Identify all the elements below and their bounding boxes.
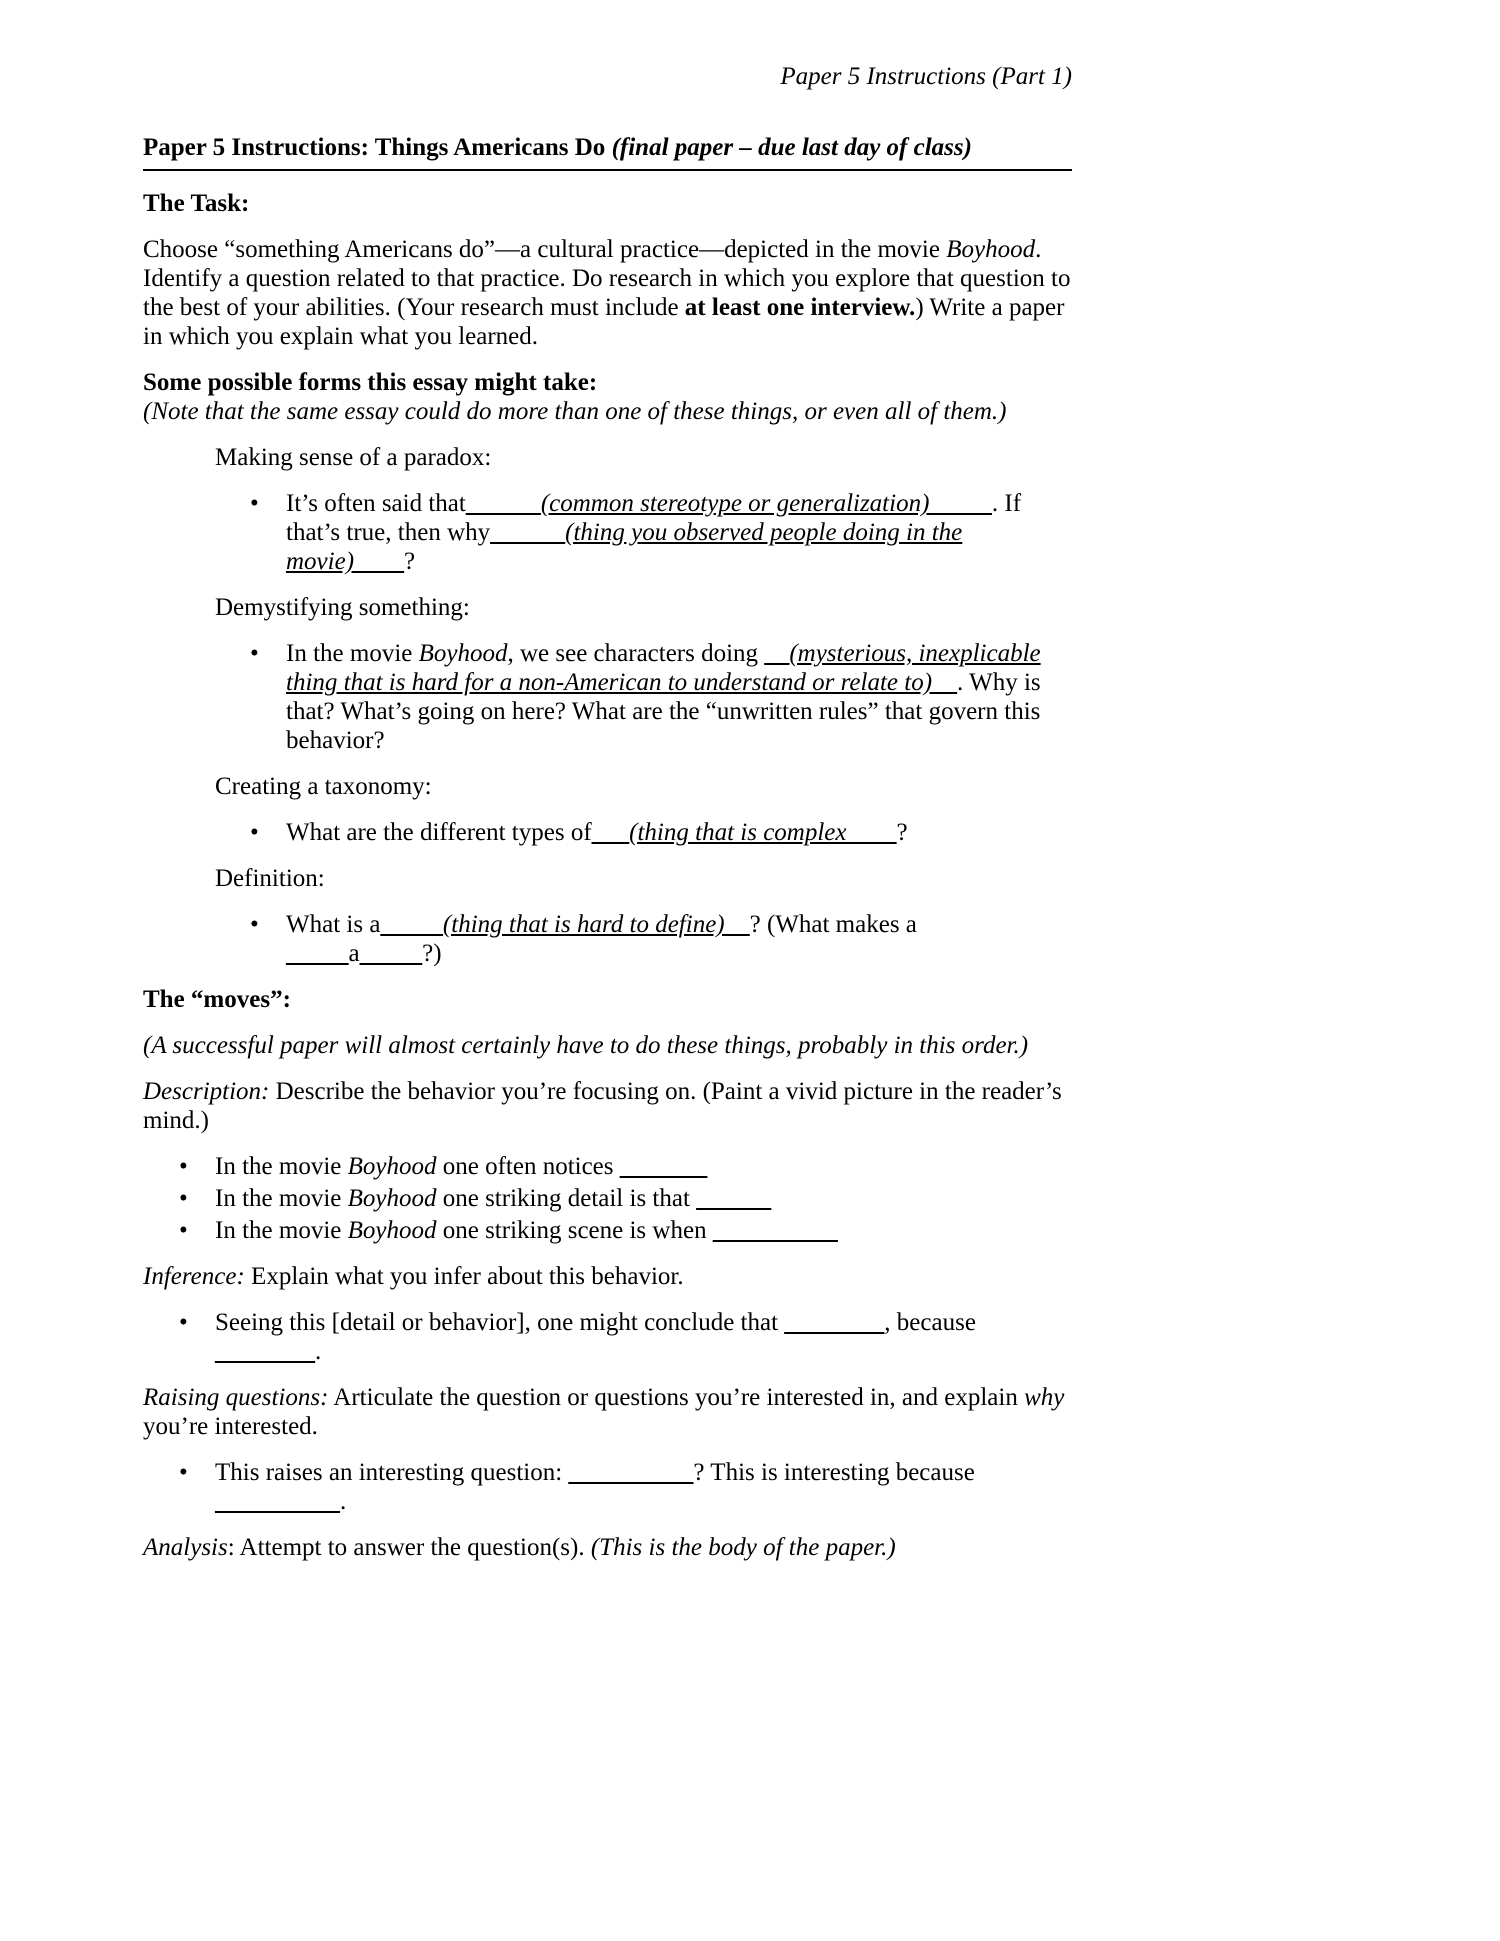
- bullet-text: [286, 818, 1072, 847]
- blank-line: _______: [619, 1153, 708, 1180]
- forms-heading: Some possible forms this essay might take:: [143, 369, 598, 396]
- blank-line: ____: [846, 819, 897, 846]
- description-bullet-3: [143, 1216, 1072, 1245]
- description-bullet-1: [143, 1152, 1072, 1181]
- bullet-text: [286, 489, 1072, 576]
- text-run: you’re interested.: [143, 1413, 318, 1440]
- blank-line: _____: [929, 490, 992, 517]
- demystify-bullet: [143, 639, 1072, 755]
- demystify-label: Demystifying something:: [215, 594, 470, 621]
- analysis-paragraph: [143, 1533, 1072, 1562]
- bullet-icon: •: [179, 1459, 188, 1486]
- moves-heading: The “moves”:: [143, 986, 291, 1013]
- text-run: ?): [422, 940, 442, 967]
- moves-note: (A successful paper will almost certainly have to do these things, probably in this order.): [143, 1032, 1029, 1059]
- text-run: This raises an interesting question:: [215, 1459, 569, 1486]
- inference-paragraph: [143, 1262, 1072, 1291]
- movie-title: Boyhood: [347, 1217, 437, 1244]
- text-run: , we see characters doing: [507, 640, 765, 667]
- placeholder-text: (thing you observed people doing in the movie): [286, 519, 963, 575]
- title-main: Paper 5 Instructions: Things Americans Do: [143, 134, 612, 161]
- bullet-icon: •: [250, 911, 259, 938]
- definition-bullet: [143, 910, 1072, 968]
- text-run: ?: [896, 819, 908, 846]
- placeholder-text: (common stereotype or generalization): [540, 490, 930, 517]
- text-run: .: [315, 1338, 322, 1365]
- bullet-text: [215, 1216, 1072, 1245]
- description-bullet-2: [143, 1184, 1072, 1213]
- blank-line: ______: [490, 519, 566, 546]
- move-label: Analysis: [143, 1534, 228, 1561]
- blank-line: ________: [784, 1309, 885, 1336]
- text-run: one often notices: [436, 1153, 620, 1180]
- text-run: ? This is interesting because: [693, 1459, 975, 1486]
- text-run: Articulate the question or questions you’re interested in, and explain: [328, 1384, 1025, 1411]
- task-heading: The Task:: [143, 190, 250, 217]
- inference-bullet: [143, 1308, 1072, 1366]
- description-paragraph: [143, 1077, 1072, 1135]
- bullet-text: [286, 910, 1072, 968]
- page-header: [143, 62, 1072, 91]
- blank-line: __: [764, 640, 790, 667]
- placeholder-text: (thing that is hard to define): [442, 911, 725, 938]
- text-run: Describe the behavior you’re focusing on. (Paint a vivid picture in the reader’s mind.): [143, 1078, 1062, 1134]
- bullet-icon: •: [250, 640, 259, 667]
- forms-note: (Note that the same essay could do more than one of these things, or even all of them.): [143, 398, 1007, 425]
- movie-title: Boyhood: [347, 1153, 437, 1180]
- bullet-icon: •: [250, 819, 259, 846]
- bullet-text: [215, 1152, 1072, 1181]
- text-run: ?: [404, 548, 416, 575]
- blank-line: ________: [215, 1338, 315, 1365]
- text-run: one striking detail is that: [436, 1185, 697, 1212]
- paradox-bullet: [143, 489, 1072, 576]
- blank-line: __: [724, 911, 750, 938]
- bullet-icon: •: [179, 1309, 188, 1336]
- paradox-label: Making sense of a paradox:: [215, 444, 492, 471]
- bullet-icon: •: [179, 1153, 188, 1180]
- text-run: In the movie: [215, 1217, 348, 1244]
- emphasis-text: at least one interview.: [684, 294, 916, 321]
- movie-title: Boyhood: [418, 640, 508, 667]
- blank-line: __________: [568, 1459, 694, 1486]
- text-run: Choose “something Americans do”—a cultural practice—depicted in the movie: [143, 236, 947, 263]
- text-run: In the movie: [215, 1153, 348, 1180]
- bullet-text: [215, 1184, 1072, 1213]
- bullet-text: [286, 639, 1072, 755]
- text-run: . If that’s true, then why: [286, 490, 1022, 546]
- move-label: Inference:: [143, 1263, 245, 1290]
- text-run: Seeing this [detail or behavior], one might conclude that: [215, 1309, 785, 1336]
- description-bullets: [143, 1152, 1072, 1245]
- definition-label: Definition:: [215, 865, 325, 892]
- text-run: .: [340, 1488, 347, 1515]
- text-run: : Attempt to answer the question(s).: [227, 1534, 591, 1561]
- blank-line: ____: [354, 548, 405, 575]
- page-header-text: Paper 5 Instructions (Part 1): [780, 63, 1072, 90]
- placeholder-text: (thing that is complex: [629, 819, 847, 846]
- taxonomy-bullet: [143, 818, 1072, 847]
- text-run: . Identify a question related to that practice. Do research in which you explore that question to the best of your abilities. (Your research must include: [143, 236, 1071, 321]
- blank-line: _____: [380, 911, 443, 938]
- text-run: What is a: [286, 911, 381, 938]
- bullet-icon: •: [250, 490, 259, 517]
- movie-title: Boyhood: [946, 236, 1036, 263]
- raising-questions-paragraph: [143, 1383, 1072, 1441]
- placeholder-text: (mysterious, inexplicable thing that is hard for a non-American to understand or relate to): [286, 640, 1041, 696]
- movie-title: Boyhood: [347, 1185, 437, 1212]
- blank-line: __: [932, 669, 958, 696]
- blank-line: _____: [359, 940, 423, 967]
- text-run: . Why is that? What’s going on here? What are the “unwritten rules” that govern this behavior?: [286, 669, 1041, 754]
- text-run: ? (What makes a: [749, 911, 917, 938]
- raising-questions-bullet: [143, 1458, 1072, 1516]
- bullet-text: [215, 1308, 1072, 1366]
- blank-line: __________: [215, 1488, 340, 1515]
- document-title: [143, 133, 1072, 171]
- text-run: It’s often said that: [286, 490, 466, 517]
- blank-line: ______: [465, 490, 541, 517]
- title-paren: (final paper – due last day of class): [611, 134, 972, 161]
- blank-line: __________: [712, 1217, 838, 1244]
- bullet-icon: •: [179, 1185, 188, 1212]
- text-run: a: [348, 940, 360, 967]
- blank-line: _____: [286, 940, 349, 967]
- move-label: Raising questions:: [143, 1384, 329, 1411]
- text-run: Explain what you infer about this behavior.: [244, 1263, 684, 1290]
- text-run: one striking scene is when: [436, 1217, 713, 1244]
- bullet-text: [215, 1458, 1072, 1516]
- parenthetical-italic: (This is the body of the paper.): [590, 1534, 896, 1561]
- blank-line: ______: [696, 1185, 772, 1212]
- text-run: In the movie: [286, 640, 419, 667]
- taxonomy-label: Creating a taxonomy:: [215, 773, 432, 800]
- text-run: ) Write a paper in which you explain what you learned.: [143, 294, 1065, 350]
- text-run: , because: [884, 1309, 976, 1336]
- bullet-icon: •: [179, 1217, 188, 1244]
- text-run: What are the different types of: [286, 819, 592, 846]
- text-run: In the movie: [215, 1185, 348, 1212]
- move-label: Description:: [143, 1078, 270, 1105]
- task-paragraph: [143, 235, 1072, 351]
- emphasis-italic: why: [1024, 1384, 1065, 1411]
- blank-line: ___: [591, 819, 630, 846]
- forms-heading-group: [143, 368, 1072, 426]
